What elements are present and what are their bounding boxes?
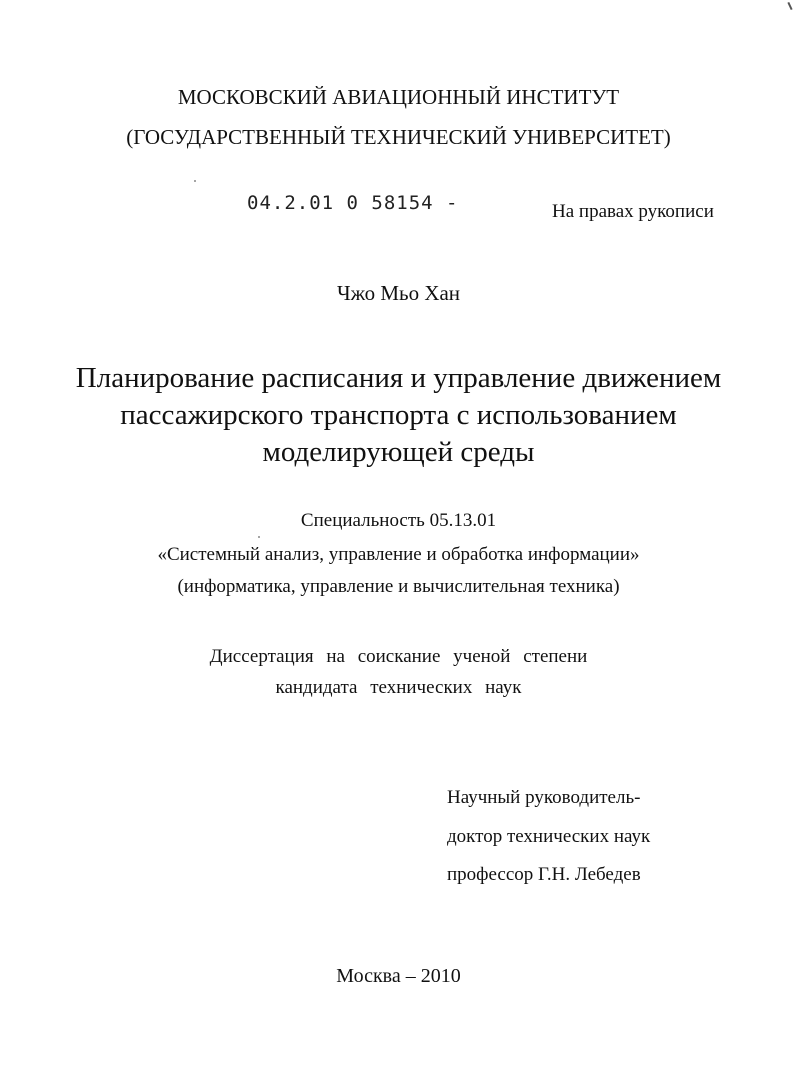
scan-speck (194, 180, 196, 182)
institution-name: МОСКОВСКИЙ АВИАЦИОННЫЙ ИНСТИТУТ (177, 85, 620, 109)
city-year: Москва – 2010 (336, 965, 461, 987)
dissertation-title (0, 360, 797, 471)
rights-note: На правах рукописи (552, 201, 714, 222)
specialty-code: Специальность 05.13.01 (300, 510, 497, 531)
author-name: Чжо Мьо Хан (336, 281, 461, 305)
institution-subtitle: (ГОСУДАРСТВЕННЫЙ ТЕХНИЧЕСКИЙ УНИВЕРСИТЕТ) (126, 125, 671, 149)
specialty-field: (информатика, управление и вычислительная техника) (177, 576, 620, 597)
catalog-code: 04.2.01 0 58154 - (247, 192, 459, 214)
title-line: Планирование расписания и управление движением (75, 362, 722, 394)
title-line: пассажирского транспорта с использованием (120, 399, 677, 431)
title-line: моделирующей среды (262, 436, 535, 468)
dissertation-type: Диссертация на соискание ученой степени (209, 646, 588, 667)
specialty-name: «Системный анализ, управление и обработка информации» (157, 544, 640, 565)
supervisor-label: Научный руководитель- (447, 787, 641, 808)
scan-speck (258, 536, 260, 538)
scan-mark (787, 2, 792, 10)
supervisor-name: профессор Г.Н. Лебедев (447, 864, 641, 885)
supervisor-degree: доктор технических наук (447, 826, 651, 847)
degree: кандидата технических наук (275, 677, 522, 698)
